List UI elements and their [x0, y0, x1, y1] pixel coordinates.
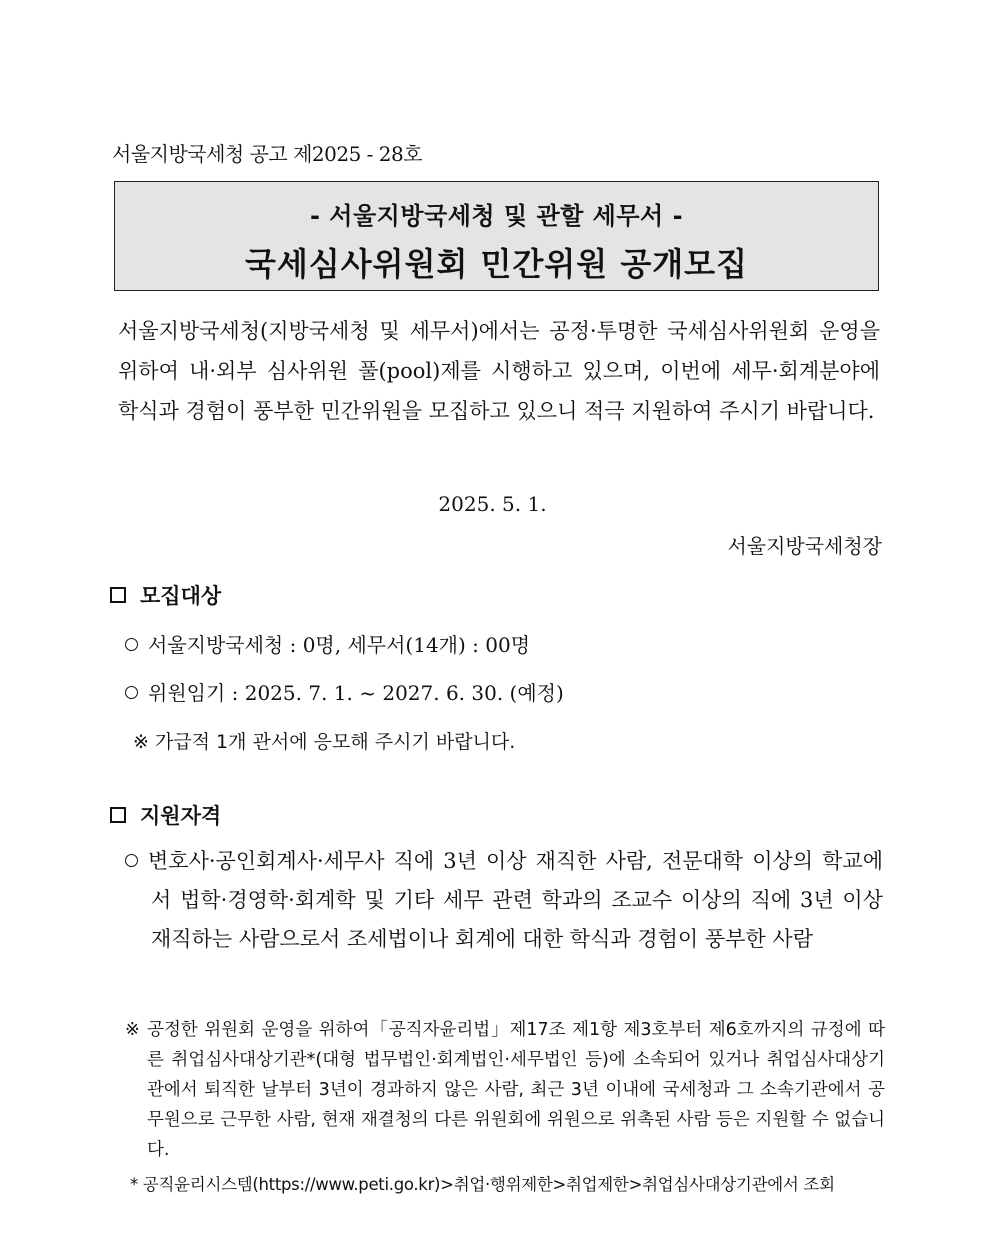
title-box: [114, 181, 879, 291]
notice-date: 2025. 5. 1.: [438, 492, 547, 516]
qualification-item-text: 변호사·공인회계사·세무사 직에 3년 이상 재직한 사람, 전문대학 이상의 학교에서 법학·경영학·회계학 및 기타 세무 관련 학과의 조교수 이상의 직에 3년 이상 재직하는 사람으로서 조세법이나 회계에 대한 학식과 경험이 풍부한 사람: [148, 849, 883, 951]
intro-paragraph: 서울지방국세청(지방국세청 및 세무서)에서는 공정·투명한 국세심사위원회 운영을 위하여 내·외부 심사위원 풀(pool)제를 시행하고 있으며, 이번에 세무·회계분야에 학식과 경험이 풍부한 민간위원을 모집하고 있으니 적극 지원하여 주시기 바랍니다.: [118, 319, 880, 423]
checkbox-square-icon: [110, 807, 126, 823]
recruit-item-term: [125, 677, 564, 706]
section-recruit-label: 모집대상: [140, 583, 222, 608]
recruit-note: ※ 가급적 1개 관서에 응모해 주시기 바랍니다.: [133, 731, 516, 753]
title-main: 국세심사위원회 민간위원 공개모집: [245, 245, 748, 283]
qualification-item: [125, 842, 883, 959]
notice-number: 서울지방국세청 공고 제2025 - 28호: [112, 142, 423, 166]
section-qualification-heading: [110, 800, 221, 830]
recruit-item-count: [125, 629, 530, 658]
section-qualification-label: 지원자격: [140, 803, 222, 828]
circle-bullet-icon: [125, 686, 138, 699]
circle-bullet-icon: [125, 854, 138, 867]
recruit-item-term-text: 위원임기 : 2025. 7. 1. ~ 2027. 6. 30. (예정): [148, 681, 564, 705]
section-recruit-heading: [110, 580, 221, 610]
recruit-item-count-text: 서울지방국세청 : 0명, 세무서(14개) : 00명: [148, 633, 531, 657]
qualification-footnote: * 공직윤리시스템(https://www.peti.go.kr)>취업·행위제한>취업제한>취업심사대상기관에서 조회: [130, 1175, 835, 1194]
title-subtitle: - 서울지방국세청 및 관할 세무서 -: [309, 202, 684, 230]
circle-bullet-icon: [125, 638, 138, 651]
issuer: 서울지방국세청장: [727, 534, 882, 558]
qualification-caveat: ※ 공정한 위원회 운영을 위하여「공직자윤리법」제17조 제1항 제3호부터 제6호까지의 규정에 따른 취업심사대상기관*(대형 법무법인·회계법인·세무법인 등)에 소속되어 있거나 취업심사대상기관에서 퇴직한 날부터 3년이 경과하지 않은 사람, 최근 3년 이내에 국세청과 그 소속기관에서 공무원으로 근무한 사람, 현재 재결청의 다른 위원회에 위원으로 위촉된 사람 등은 지원할 수 없습니다.: [125, 1020, 885, 1160]
checkbox-square-icon: [110, 587, 126, 603]
